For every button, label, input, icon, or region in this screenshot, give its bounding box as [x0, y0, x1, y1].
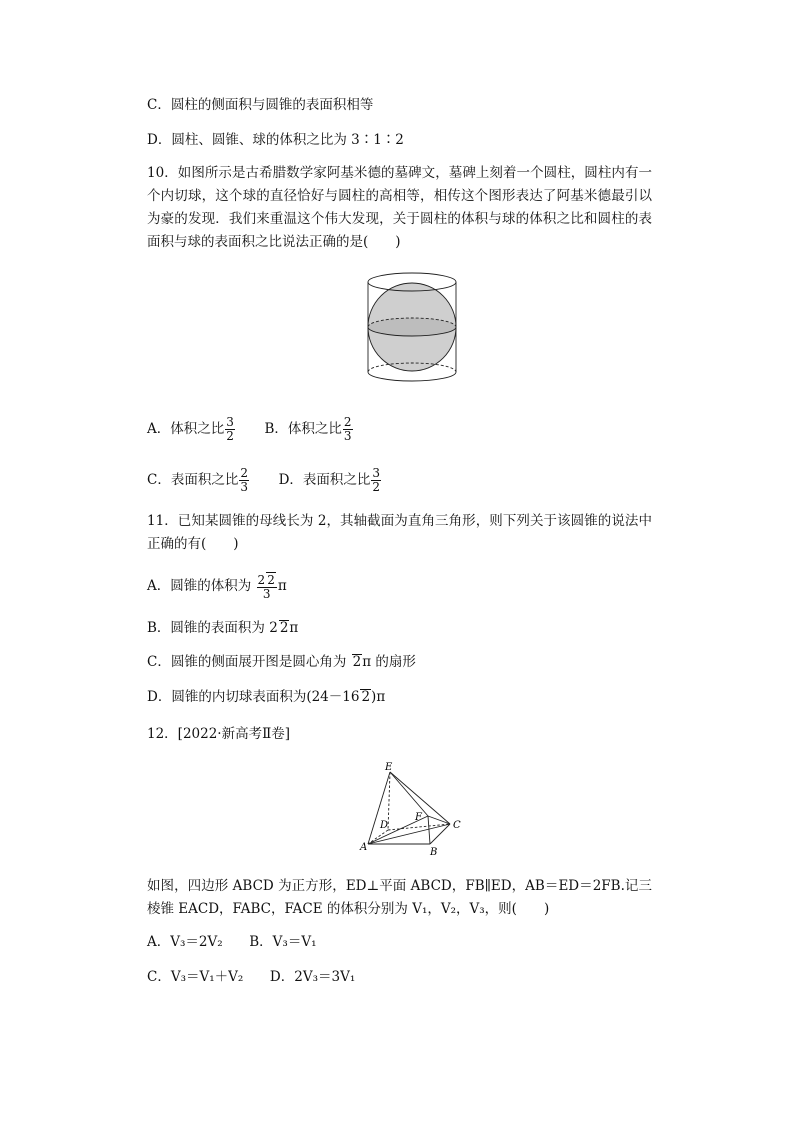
label-F: F — [415, 812, 422, 823]
q12-option-d: D．2V₃＝3V₁ — [269, 969, 356, 985]
q12-option-a: A．V₃＝2V₂ — [147, 934, 223, 950]
question-12-heading: 12．[2022·新高考Ⅱ卷] — [147, 726, 291, 742]
q10-option-b-fraction: $\frac{2}{3}$ — [343, 415, 352, 443]
option-c-prev: C．圆柱的侧面积与圆锥的表面积相等 — [147, 97, 374, 113]
q10-option-b: B．体积之比 — [264, 421, 342, 437]
q10-option-c: C．表面积之比 — [147, 472, 239, 488]
label-D: D — [380, 820, 389, 831]
q11-option-b: B．圆锥的表面积为 2 2π — [147, 620, 299, 636]
q12-option-b: B．V₃＝V₁ — [249, 934, 317, 950]
q10-option-c-fraction: $\frac{2}{3}$ — [240, 466, 248, 494]
q11-option-a: A．圆锥的体积为 $\frac{2 2}{3}$ π — [147, 573, 287, 601]
label-A: A — [360, 842, 368, 853]
label-C: C — [453, 820, 461, 831]
q10-option-a-fraction: $\frac{3}{2}$ — [226, 415, 234, 443]
q12-option-a-b — [147, 932, 317, 952]
q11-option-d: D．圆锥的内切球表面积为(24－16 2)π — [147, 689, 386, 705]
option-d-prev: D．圆柱、圆锥、球的体积之比为 3∶1∶2 — [147, 132, 404, 148]
label-E: E — [385, 762, 393, 773]
q10-option-a-b — [147, 416, 354, 443]
q11-option-c: C．圆锥的侧面展开图是圆心角为 2π 的扇形 — [147, 654, 416, 670]
q12-option-c-d — [147, 967, 355, 987]
pyramid-figure — [358, 760, 466, 858]
q12-option-c: C．V₃＝V₁＋V₂ — [147, 969, 244, 985]
cylinder-sphere-figure — [360, 262, 464, 392]
q10-option-a: A．体积之比 — [147, 421, 225, 437]
q10-option-d: D．表面积之比 — [278, 472, 371, 488]
q10-option-c-d — [147, 467, 382, 494]
question-12-text: 如图，四边形 ABCD 为正方形，ED⊥平面 ABCD，FB∥ED，AB＝ED＝2FB.记三棱锥 EACD，FABC，FACE 的体积分别为 V₁，V₂，V₃，则( ) — [147, 878, 652, 917]
question-11-text: 11．已知某圆锥的母线长为 2，其轴截面为直角三角形，则下列关于该圆锥的说法中正确的有( ) — [147, 513, 652, 552]
q10-option-d-fraction: $\frac{3}{2}$ — [372, 466, 381, 494]
question-10-text: 10．如图所示是古希腊数学家阿基米德的墓碑文，墓碑上刻着一个圆柱，圆柱内有一个内切球，这个球的直径恰好与圆柱的高相等，相传这个图形表达了阿基米德最引以为豪的发现．我们来重温这个伟大发现，关于圆柱的体积与球的体积之比和圆柱的表面积与球的表面积之比说法正确的是( ) — [147, 165, 652, 250]
label-B: B — [430, 847, 438, 858]
